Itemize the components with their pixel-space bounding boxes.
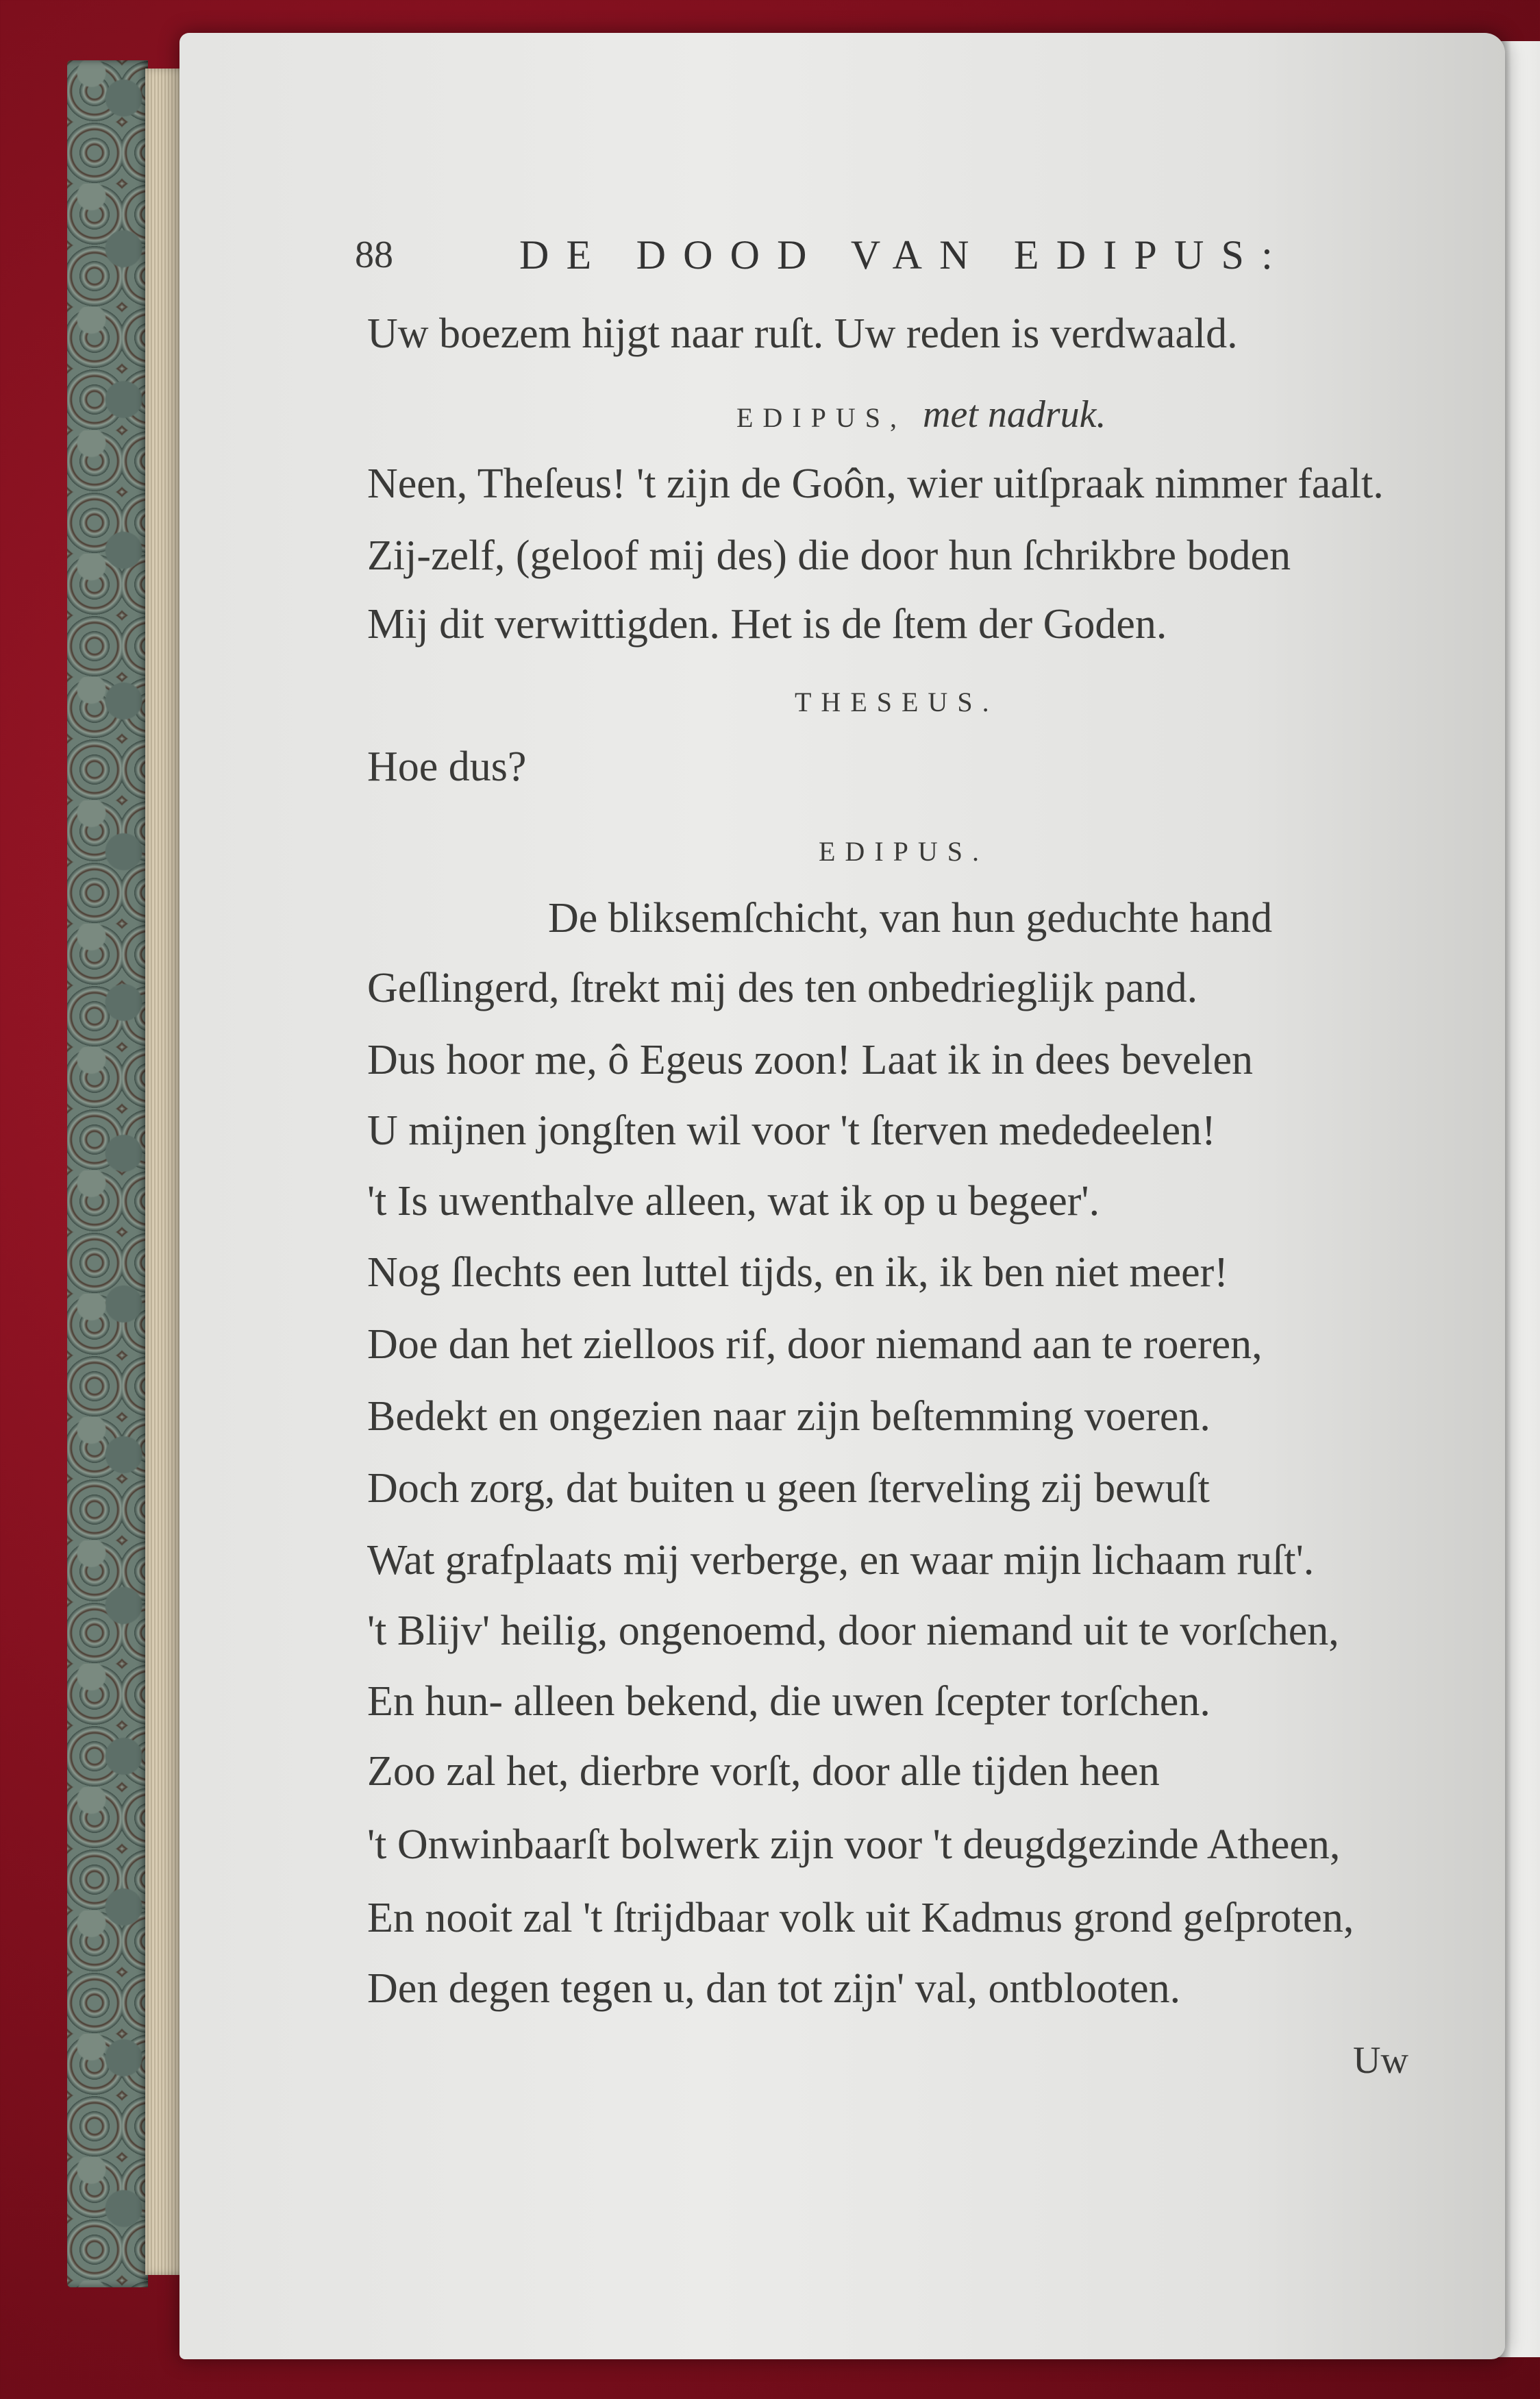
running-title: DE DOOD VAN EDIPUS: [519,232,1290,278]
verse-line: Wat grafplaats mij verberge, en waar mijn lichaam ruſt'. [367,1537,1315,1584]
speaker-name: EDIPUS. [819,836,989,867]
verse-line: En nooit zal 't ſtrijdbaar volk uit Kadmus grond geſproten, [367,1895,1354,1941]
verse-line: En hun- alleen bekend, die uwen ſcepter torſchen. [367,1678,1210,1725]
verse-line: Zij-zelf, (geloof mij des) die door hun ſchrikbre boden [367,532,1291,579]
verse-line: Geſlingerd, ſtrekt mij des ten onbedrieglijk pand. [367,965,1198,1011]
speaker-heading [795,682,999,723]
marbled-book-cover [67,60,148,2287]
verse-line: Mij dit verwittigden. Het is de ſtem der Goden. [367,601,1167,648]
verse-line: De bliksemſchicht, van hun geduchte hand [548,895,1273,942]
speaker-name: EDIPUS, [736,402,907,433]
verse-line: U mijnen jongſten wil voor 't ſterven mededeelen! [367,1107,1216,1154]
speaker-heading [819,831,989,872]
verse-line: Uw boezem hijgt naar ruſt. Uw reden is verdwaald. [367,310,1238,357]
catchword: Uw [1353,2039,1408,2082]
stage-direction: met nadruk. [923,393,1106,436]
page-number: 88 [355,234,393,276]
verse-line: Doe dan het zielloos rif, door niemand aan te roeren, [367,1321,1263,1368]
verse-line: Hoe dus? [367,743,527,790]
verse-line: Dus hoor me, ô Egeus zoon! Laat ik in dees bevelen [367,1037,1254,1083]
verse-line: 't Blijv' heilig, ongenoemd, door niemand uit te vorſchen, [367,1608,1339,1654]
verse-line: 't Is uwenthalve alleen, wat ik op u begeer'. [367,1178,1100,1225]
verse-line: Doch zorg, dat buiten u geen ſterveling zij bewuſt [367,1465,1210,1512]
verse-line: 't Onwinbaarſt bolwerk zijn voor 't deugdgezinde Atheen, [367,1821,1341,1868]
speaker-name: THESEUS. [795,687,999,717]
speaker-heading [736,394,1106,439]
verse-line: Neen, Theſeus! 't zijn de Goôn, wier uitſpraak nimmer faalt. [367,460,1384,507]
verse-line: Nog ſlechts een luttel tijds, en ik, ik ben niet meer! [367,1249,1228,1296]
verse-line: Den degen tegen u, dan tot zijn' val, ontblooten. [367,1965,1181,2012]
verse-line: Bedekt en ongezien naar zijn beſtemming voeren. [367,1393,1210,1440]
verse-line: Zoo zal het, dierbre vorſt, door alle tijden heen [367,1748,1160,1795]
